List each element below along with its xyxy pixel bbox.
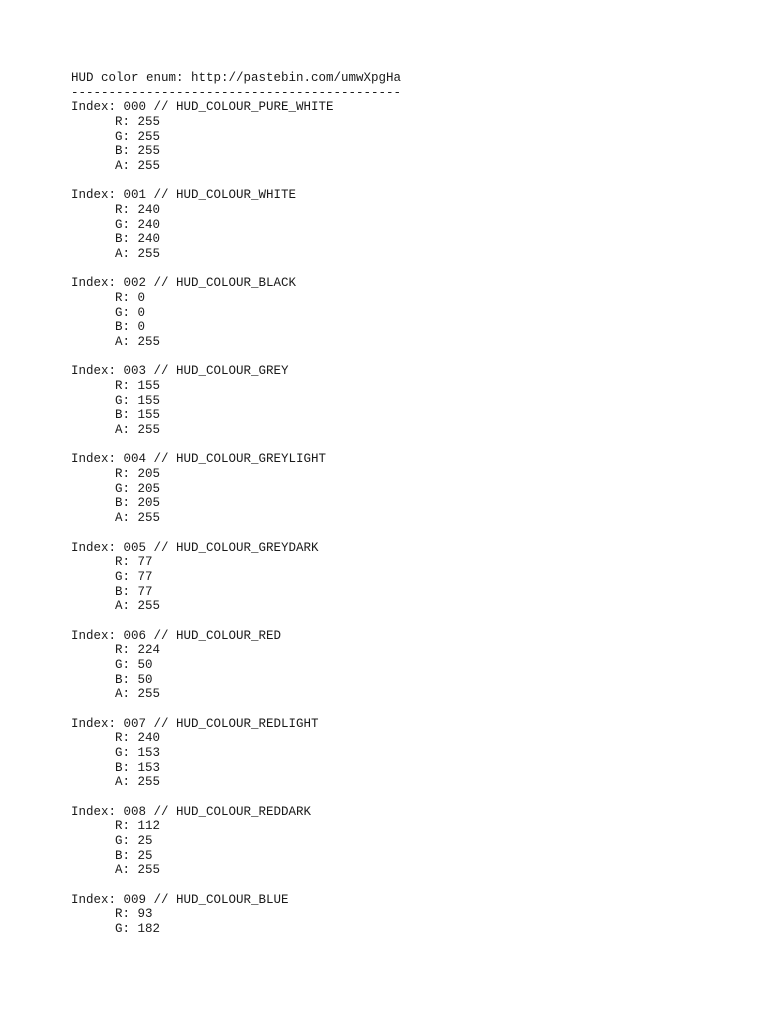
alpha-value: A: 255 (115, 775, 161, 790)
color-entry-008 (71, 805, 748, 878)
entry-heading: Index: 002 // HUD_COLOUR_BLACK (71, 276, 297, 291)
color-entry-000 (71, 100, 748, 173)
green-value: G: 77 (115, 569, 153, 584)
alpha-value: A: 255 (115, 863, 161, 878)
color-entry-003 (71, 364, 748, 437)
entry-heading: Index: 001 // HUD_COLOUR_WHITE (71, 188, 297, 203)
red-value: R: 112 (115, 819, 161, 834)
spacer (71, 790, 748, 805)
red-value: R: 77 (115, 555, 153, 570)
green-value: G: 182 (115, 921, 161, 936)
color-entry-006 (71, 629, 748, 702)
entry-heading: Index: 009 // HUD_COLOUR_BLUE (71, 892, 289, 907)
color-entry-001 (71, 188, 748, 261)
blue-value: B: 153 (115, 760, 161, 775)
color-entry-004 (71, 452, 748, 525)
document-title: HUD color enum: http://pastebin.com/umwXpgHa (71, 71, 402, 85)
blue-value: B: 205 (115, 496, 161, 511)
color-entry-009 (71, 893, 748, 937)
spacer (71, 526, 748, 541)
entry-heading: Index: 008 // HUD_COLOUR_REDDARK (71, 804, 312, 819)
spacer (71, 614, 748, 629)
green-value: G: 240 (115, 217, 161, 232)
spacer (71, 438, 748, 453)
blue-value: B: 0 (115, 320, 146, 335)
green-value: G: 25 (115, 833, 153, 848)
red-value: R: 255 (115, 115, 161, 130)
alpha-value: A: 255 (115, 247, 161, 262)
spacer (71, 878, 748, 893)
color-entry-007 (71, 717, 748, 790)
spacer (71, 702, 748, 717)
spacer (71, 350, 748, 365)
red-value: R: 224 (115, 643, 161, 658)
green-value: G: 0 (115, 305, 146, 320)
entry-heading: Index: 006 // HUD_COLOUR_RED (71, 628, 282, 643)
blue-value: B: 255 (115, 144, 161, 159)
green-value: G: 255 (115, 129, 161, 144)
blue-value: B: 77 (115, 584, 153, 599)
entry-heading: Index: 003 // HUD_COLOUR_GREY (71, 364, 289, 379)
red-value: R: 205 (115, 467, 161, 482)
spacer (71, 262, 748, 277)
spacer (71, 174, 748, 189)
green-value: G: 153 (115, 745, 161, 760)
blue-value: B: 50 (115, 672, 153, 687)
blue-value: B: 25 (115, 848, 153, 863)
alpha-value: A: 255 (115, 335, 161, 350)
green-value: G: 155 (115, 393, 161, 408)
green-value: G: 50 (115, 657, 153, 672)
blue-value: B: 155 (115, 408, 161, 423)
red-value: R: 240 (115, 203, 161, 218)
entry-heading: Index: 007 // HUD_COLOUR_REDLIGHT (71, 716, 319, 731)
red-value: R: 155 (115, 379, 161, 394)
red-value: R: 240 (115, 731, 161, 746)
alpha-value: A: 255 (115, 511, 161, 526)
divider-line: -------------------------------------------- (71, 85, 402, 100)
alpha-value: A: 255 (115, 159, 161, 174)
green-value: G: 205 (115, 481, 161, 496)
entry-heading: Index: 005 // HUD_COLOUR_GREYDARK (71, 540, 319, 555)
entry-heading: Index: 000 // HUD_COLOUR_PURE_WHITE (71, 100, 334, 115)
red-value: R: 93 (115, 907, 153, 922)
entry-heading: Index: 004 // HUD_COLOUR_GREYLIGHT (71, 452, 327, 467)
blue-value: B: 240 (115, 232, 161, 247)
red-value: R: 0 (115, 291, 146, 306)
color-entry-002 (71, 276, 748, 349)
alpha-value: A: 255 (115, 599, 161, 614)
color-entry-005 (71, 541, 748, 614)
alpha-value: A: 255 (115, 423, 161, 438)
alpha-value: A: 255 (115, 687, 161, 702)
document-body (71, 71, 748, 937)
